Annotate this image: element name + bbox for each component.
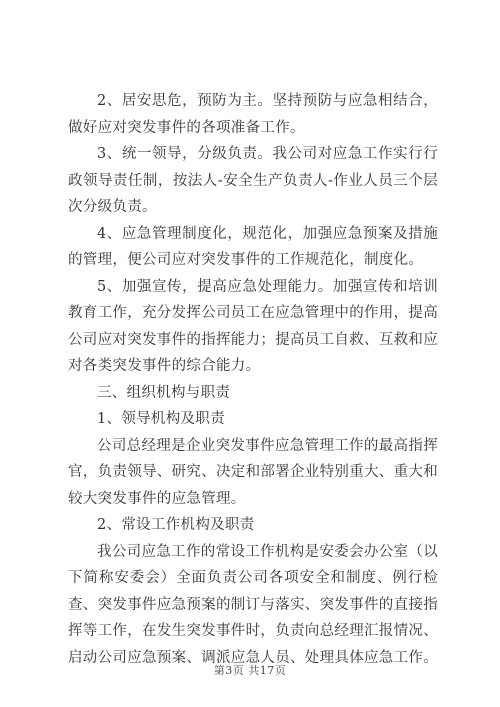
- paragraph-principle-3: 3、统一领导，分级负责。我公司对应急工作实行行政领导责任制，按法人-安全生产负责人-作业人员三个层次分级负责。: [68, 146, 438, 215]
- paragraph-principle-4: 4、应急管理制度化，规范化，加强应急预案及措施的管理，便公司应对突发事件的工作规范化，制度化。: [68, 225, 438, 268]
- paragraph-leadership: 公司总经理是企业突发事件应急管理工作的最高指挥官，负责领导、研究、决定和部署企业特别重大、重大和较大突发事件的应急管理。: [68, 437, 438, 507]
- paragraph-principle-5: 5、加强宣传，提高应急处理能力。加强宣传和培训教育工作，充分发挥公司员工在应急管理中的作用，提高公司应对突发事件的指挥能力；提高员工自救、互救和应对各类突发事件的综合能力。: [68, 278, 438, 374]
- paragraph-principle-2: 2、居安思危，预防为主。坚持预防与应急相结合，做好应对突发事件的各项准备工作。: [68, 93, 438, 136]
- section-heading-organization: 三、组织机构与职责: [97, 384, 231, 401]
- document-body: [68, 88, 438, 671]
- paragraph-standing-office: 我公司应急工作的常设工作机构是安委会办公室（以下简称安委会）全面负责公司各项安全和制度、例行检查、突发事件应急预案的制订与落实、突发事件的直接指挥等工作，在发生突发事件时，负责向总经理汇报情况、启动公司应急预案、调派应急人员、处理具体应急工作。: [68, 543, 438, 666]
- subheading-leadership: 1、领导机构及职责: [97, 411, 225, 427]
- subheading-standing-office: 2、常设工作机构及职责: [97, 517, 255, 533]
- page-footer: 第3页 共17页: [213, 664, 287, 677]
